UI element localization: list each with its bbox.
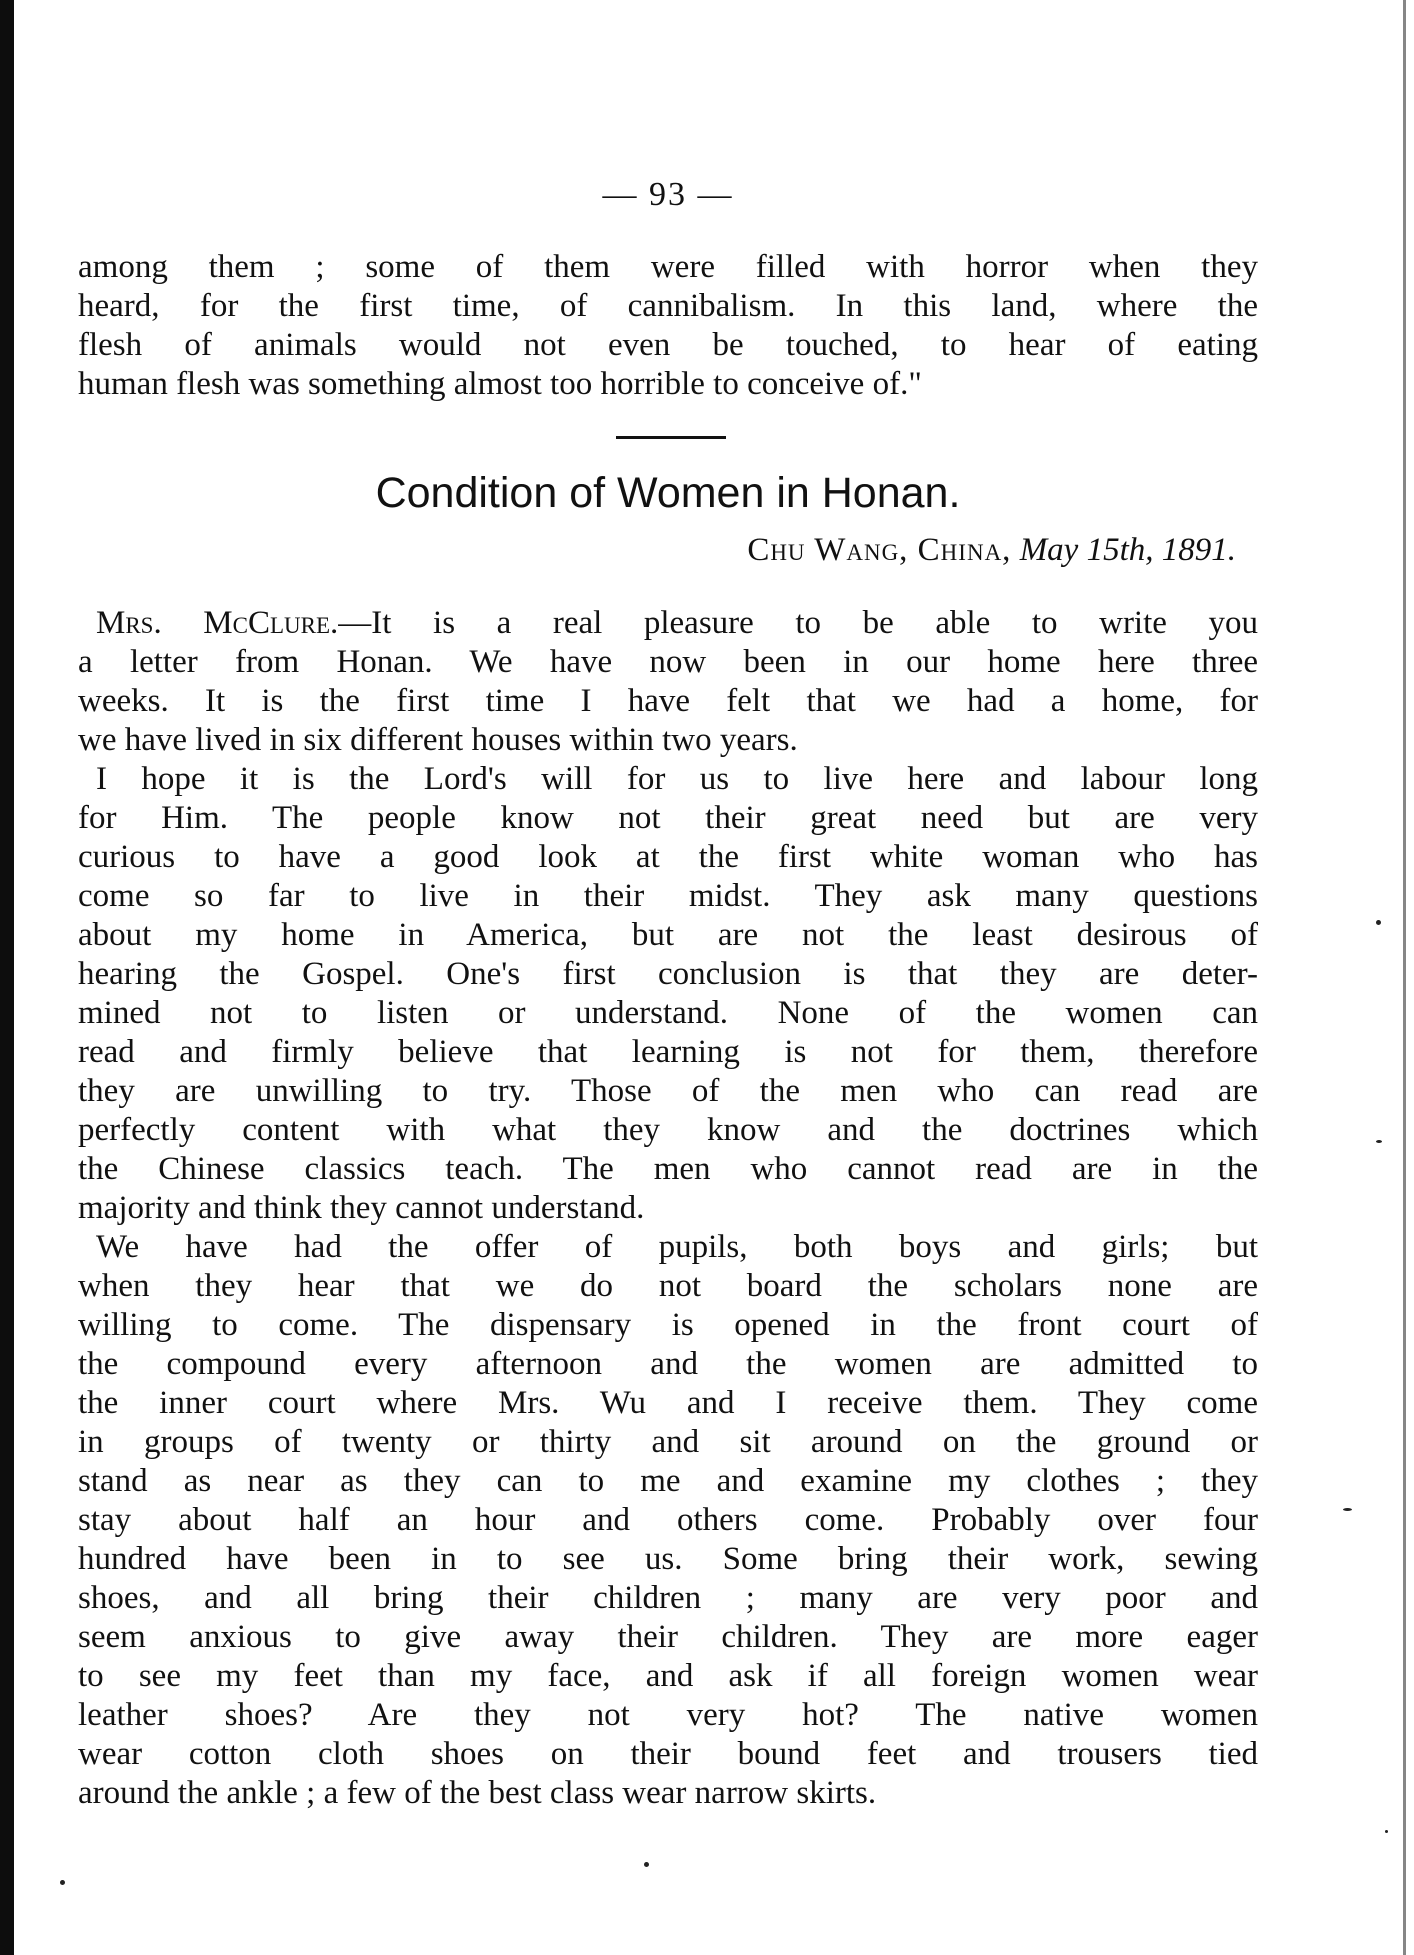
- continuation-line: human flesh was something almost too horrible to conceive of.": [78, 366, 922, 402]
- paragraph-line: around the ankle ; a few of the best class wear narrow skirts.: [78, 1775, 877, 1811]
- dateline: [747, 530, 1236, 570]
- paragraph-line: [96, 604, 1258, 642]
- paragraph-line: majority and think they cannot understand.: [78, 1190, 645, 1226]
- paragraph-line: to see my feet than my face, and ask if all foreign women wear: [78, 1658, 1258, 1694]
- paragraph-line: in groups of twenty or thirty and sit around on the ground or: [78, 1424, 1258, 1460]
- paragraph-line: mined not to listen or understand. None of the women can: [78, 995, 1258, 1031]
- paragraph-line: leather shoes? Are they not very hot? The native women: [78, 1697, 1258, 1733]
- paragraph-line: seem anxious to give away their children. They are more eager: [78, 1619, 1258, 1655]
- dateline-date: May 15th, 1891.: [1019, 532, 1236, 568]
- continuation-line: heard, for the first time, of cannibalism. In this land, where the: [78, 288, 1258, 324]
- page-edge-rule: [1403, 0, 1406, 1955]
- paragraph-line: perfectly content with what they know and the doctrines which: [78, 1112, 1258, 1148]
- scan-speck: [1376, 920, 1381, 925]
- paragraph-line: they are unwilling to try. Those of the men who can read are: [78, 1073, 1258, 1109]
- paragraph-line: stand as near as they can to me and examine my clothes ; they: [78, 1463, 1258, 1499]
- paragraph-line: hundred have been in to see us. Some bring their work, sewing: [78, 1541, 1258, 1577]
- paragraph-line: hearing the Gospel. One's first conclusion is that they are deter-: [78, 956, 1258, 992]
- paragraph-line: about my home in America, but are not the least desirous of: [78, 917, 1258, 953]
- binding-edge: [0, 0, 14, 1955]
- paragraph-line: the compound every afternoon and the women are admitted to: [78, 1346, 1258, 1382]
- paragraph-line: We have had the offer of pupils, both boys and girls; but: [96, 1229, 1258, 1265]
- paragraph-line: stay about half an hour and others come. Probably over four: [78, 1502, 1258, 1538]
- paragraph-line: the Chinese classics teach. The men who cannot read are in the: [78, 1151, 1258, 1187]
- book-page: [78, 0, 1258, 1955]
- paragraph-line: we have lived in six different houses within two years.: [78, 722, 798, 758]
- scan-speck: [1343, 1508, 1352, 1511]
- paragraph-line: for Him. The people know not their great need but are very: [78, 800, 1258, 836]
- paragraph-line: wear cotton cloth shoes on their bound feet and trousers tied: [78, 1736, 1258, 1772]
- paragraph-line: the inner court where Mrs. Wu and I receive them. They come: [78, 1385, 1258, 1421]
- article-title: Condition of Women in Honan.: [375, 469, 961, 517]
- scan-speck: [1385, 1830, 1388, 1833]
- paragraph-line: a letter from Honan. We have now been in our home here three: [78, 644, 1258, 680]
- page-number: — 93 —: [602, 176, 734, 213]
- paragraph-text: —It is a real pleasure to be able to write you: [338, 605, 1258, 641]
- salutation: Mrs. McClure.: [96, 605, 339, 641]
- continuation-line: among them ; some of them were filled with horror when they: [78, 249, 1258, 285]
- paragraph-line: weeks. It is the first time I have felt that we had a home, for: [78, 683, 1258, 719]
- paragraph-line: shoes, and all bring their children ; many are very poor and: [78, 1580, 1258, 1616]
- scan-speck: [644, 1862, 649, 1867]
- section-divider: [616, 436, 726, 439]
- continuation-line: flesh of animals would not even be touched, to hear of eating: [78, 327, 1258, 363]
- paragraph-line: curious to have a good look at the first white woman who has: [78, 839, 1258, 875]
- paragraph-line: willing to come. The dispensary is opened in the front court of: [78, 1307, 1258, 1343]
- scan-speck: [60, 1880, 65, 1885]
- paragraph-line: I hope it is the Lord's will for us to live here and labour long: [96, 761, 1258, 797]
- paragraph-line: come so far to live in their midst. They ask many questions: [78, 878, 1258, 914]
- paragraph-line: when they hear that we do not board the scholars none are: [78, 1268, 1258, 1304]
- dateline-place: Chu Wang, China,: [747, 532, 1012, 568]
- paragraph-line: read and firmly believe that learning is not for them, therefore: [78, 1034, 1258, 1070]
- scan-speck: [1376, 1140, 1382, 1143]
